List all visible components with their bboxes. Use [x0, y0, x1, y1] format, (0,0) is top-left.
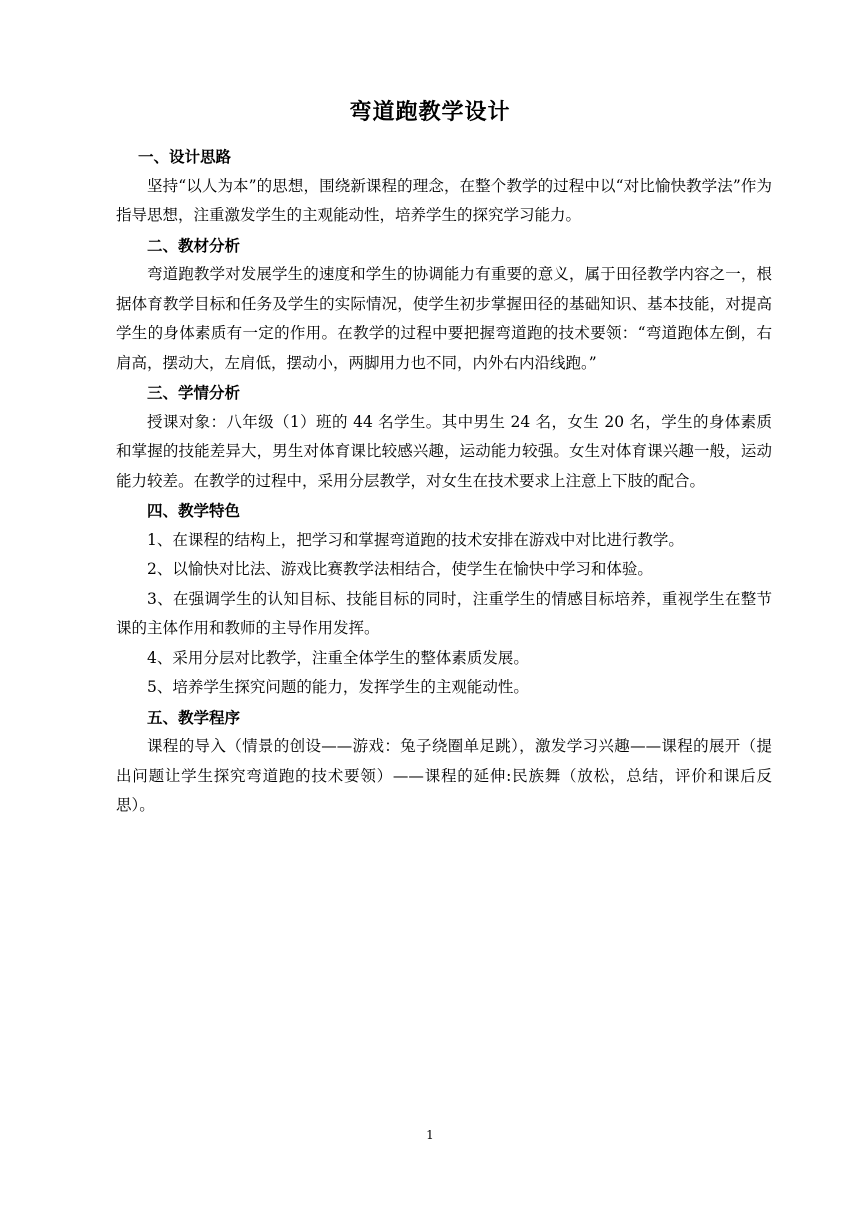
section-paragraph: 课程的导入（情景的创设——游戏：兔子绕圈单足跳），激发学习兴趣——课程的展开（提出问题让学生探究弯道跑的技术要领）——课程的延伸:民族舞（放松，总结，评价和课后反思）。 [116, 737, 772, 814]
feature-item-1: 1、在课程的结构上，把学习和掌握弯道跑的技术安排在游戏中对比进行教学。 [147, 530, 684, 549]
section-paragraph: 弯道跑教学对发展学生的速度和学生的协调能力有重要的意义，属于田径教学内容之一，根据体育教学目标和任务及学生的实际情况，使学生初步掌握田径的基础知识、基本技能，对提高学生的身体素质有一定的作用。在教学的过程中要把握弯道跑的技术要领：“弯道跑体左倒，右肩高，摆动大，左肩低，摆动小，两脚用力也不同，内外右内沿线跑。” [116, 265, 772, 372]
section-heading-teaching-features: 四、教学特色 [147, 501, 241, 520]
page-number: 1 [426, 1128, 434, 1142]
section-heading-material-analysis: 二、教材分析 [147, 235, 241, 255]
section-heading-teaching-procedure: 五、教学程序 [147, 707, 241, 727]
feature-item-3: 3、在强调学生的认知目标、技能目标的同时，注重学生的情感目标培养，重视学生在整节课的主体作用和教师的主导作用发挥。 [116, 589, 772, 637]
feature-item-2: 2、以愉快对比法、游戏比赛教学法相结合，使学生在愉快中学习和体验。 [147, 560, 653, 578]
section-paragraph: 坚持“以人为本”的思想，围绕新课程的理念，在整个教学的过程中以“对比愉快教学法”作为指导思想，注重激发学生的主观能动性，培养学生的探究学习能力。 [116, 176, 772, 224]
document-title: 弯道跑教学设计 [349, 99, 511, 125]
feature-item-5: 5、培养学生探究问题的能力，发挥学生的主观能动性。 [147, 678, 529, 696]
section-heading-student-analysis: 三、学情分析 [147, 383, 241, 402]
section-heading-design-idea: 一、设计思路 [138, 147, 232, 166]
section-paragraph: 授课对象：八年级（1）班的 44 名学生。其中男生 24 名，女生 20 名，学生的身体素质和掌握的技能差异大，男生对体育课比较感兴趣，运动能力较强。女生对体育课兴趣一般，运动能力较差。在教学的过程中，采用分层教学，对女生在技术要求上注意上下肢的配合。 [116, 412, 772, 490]
feature-item-4: 4、采用分层对比教学，注重全体学生的整体素质发展。 [147, 648, 529, 667]
document-body [116, 142, 772, 821]
